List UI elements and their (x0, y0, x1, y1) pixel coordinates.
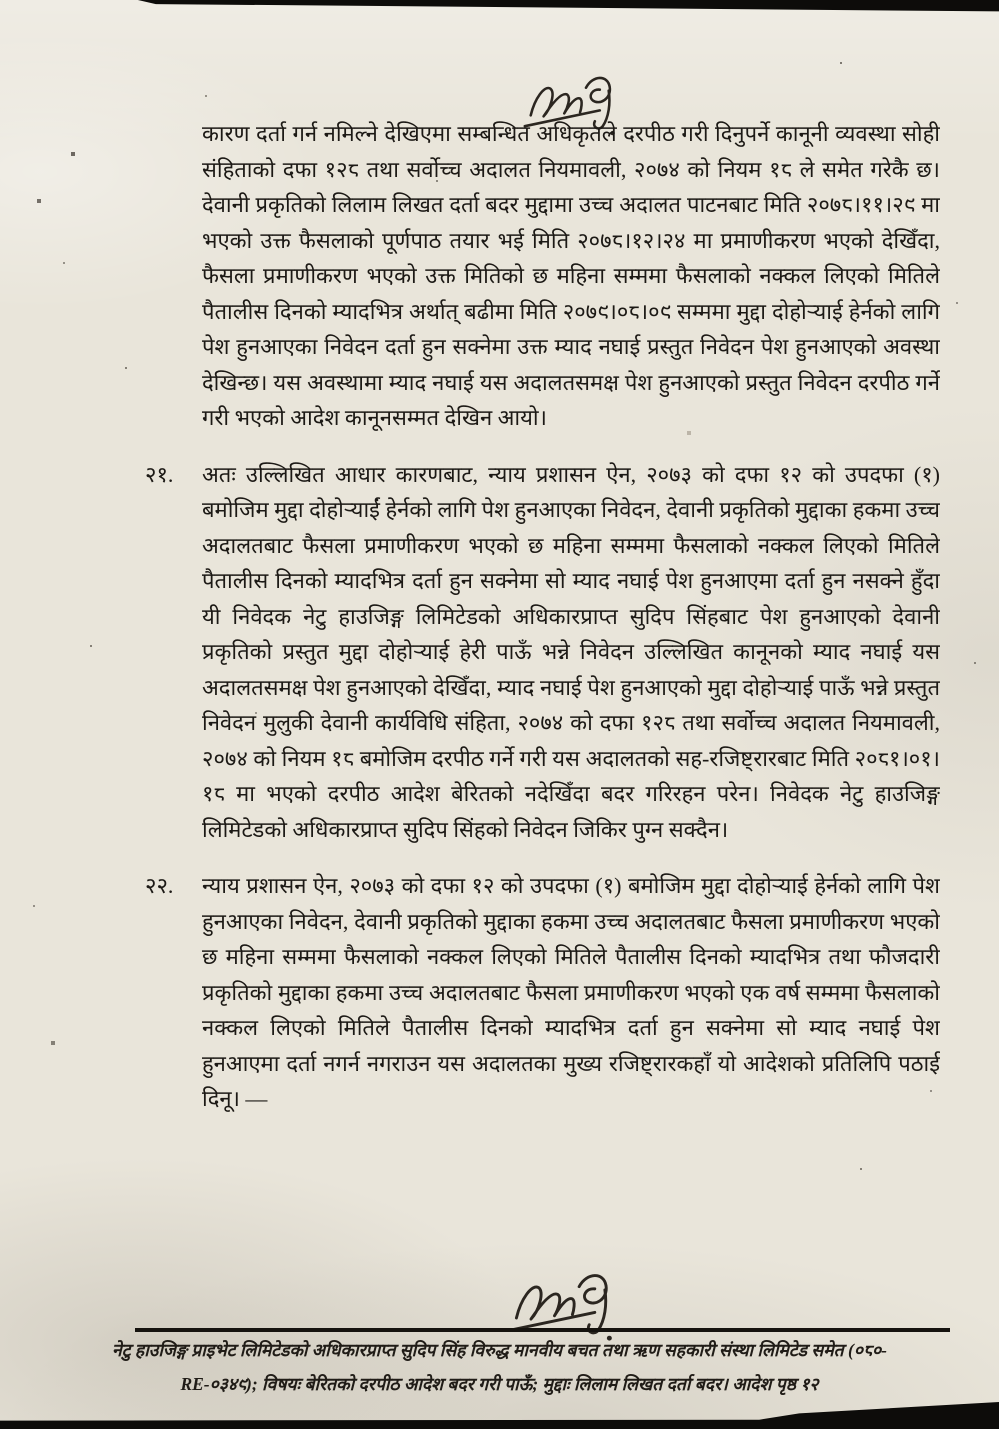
paragraph-21-number: २१. (145, 461, 174, 487)
continuation-paragraph: कारण दर्ता गर्न नमिल्ने देखिएमा सम्बन्धित अधिकृतले दरपीठ गरी दिनुपर्ने कानूनी व्यवस्था सोही संहिताको दफा १२८ तथा सर्वोच्च अदालत नियमावली, २०७४ को नियम १८ ले समेत गरेकै छ। देवानी प्रकृतिको लिलाम लिखत दर्ता बदर मुद्दामा उच्च अदालत पाटनबाट मिति २०७८।११।२९ मा भएको उक्त फैसलाको पूर्णपाठ तयार भई मिति २०७८।१२।२४ मा प्रमाणीकरण भएको देखिँदा, फैसला प्रमाणीकरण भएको उक्त मितिको छ महिना सम्ममा फैसलाको नक्कल लिएको मितिले पैतालीस दिनको म्यादभित्र अर्थात् बढीमा मिति २०७९।०८।०९ सम्ममा मुद्दा दोहोऱ्याई हेर्नको लागि पेश हुनआएका निवेदन दर्ता हुन सक्नेमा उक्त म्याद नघाई प्रस्तुत निवेदन पेश हुनआएको अवस्था देखिन्छ। यस अवस्थामा म्याद नघाई यस अदालतसमक्ष पेश हुनआएको प्रस्तुत निवेदन दरपीठ गर्ने गरी भएको आदेश कानूनसम्मत देखिन आयो। (202, 121, 940, 430)
footer-case-title-line: नेटु हाउजिङ्ग प्राइभेट लिमिटेडको अधिकारप्राप्त सुदिप सिंह विरुद्ध मानवीय बचत तथा ऋण सहकारी संस्था लिमिटेड समेत (०८०- (112, 1339, 887, 1360)
footer-subject-page-line: RE-०३४९); विषयः बेरितको दरपीठ आदेश बदर गरी पाऊँ; मुद्दाः लिलाम लिखत दर्ता बदर। आदेश पृष्ठ १२ (180, 1373, 819, 1394)
scanner-edge-top (0, 0, 999, 12)
scan-noise-speckles (0, 0, 2, 2)
paragraph-22-text: न्याय प्रशासन ऐन, २०७३ को दफा १२ को उपदफा (१) बमोजिम मुद्दा दोहोऱ्याई हेर्नको लागि पेश हुनआएका निवेदन, देवानी प्रकृतिको मुद्दाका हकमा उच्च अदालतबाट फैसला प्रमाणीकरण भएको छ महिना सम्ममा फैसलाको नक्कल लिएको मितिले पैतालीस दिनको म्यादभित्र तथा फौजदारी प्रकृतिको मुद्दाका हकमा उच्च अदालतबाट फैसला प्रमाणीकरण भएको एक वर्ष सम्ममा फैसलाको नक्कल लिएको मितिले पैतालीस दिनको म्यादभित्र दर्ता हुन सक्नेमा सो म्याद नघाई पेश हुनआएमा दर्ता नगर्न नगराउन यस अदालतका मुख्य रजिष्ट्रारकहाँ यो आदेशको प्रतिलिपि पठाई दिनू। — (202, 873, 940, 1111)
paragraph-21-text: अतः उल्लिखित आधार कारणबाट, न्याय प्रशासन ऐन, २०७३ को दफा १२ को उपदफा (१) बमोजिम मुद्दा दोहोऱ्याईं हेर्नको लागि पेश हुनआएका निवेदन, देवानी प्रकृतिको मुद्दाका हकमा उच्च अदालतबाट फैसला प्रमाणीकरण भएको छ महिना सम्ममा फैसलाको नक्कल लिएको मितिले पैतालीस दिनको म्यादभित्र दर्ता हुन सक्नेमा सो म्याद नघाई पेश हुनआएमा दर्ता हुन नसक्ने हुँदा यी निवेदक नेटु हाउजिङ्ग लिमिटेडको अधिकारप्राप्त सुदिप सिंहबाट पेश हुनआएको देवानी प्रकृतिको प्रस्तुत मुद्दा दोहोऱ्याई हेरी पाऊँ भन्ने निवेदन उल्लिखित कानूनको म्याद नघाई यस अदालतसमक्ष पेश हुनआएको देखिँदा, म्याद नघाई पेश हुनआएको मुद्दा दोहोऱ्याई पाऊँ भन्ने प्रस्तुत निवेदन मुलुकी देवानी कार्यविधि संहिता, २०७४ को दफा १२८ तथा सर्वोच्च अदालत नियमावली, २०७४ को नियम १८ बमोजिम दरपीठ गर्ने गरी यस अदालतको सह-रजिष्ट्रारबाट मिति २०८१।०१।१८ मा भएको दरपीठ आदेश बेरितको नदेखिँदा बदर गरिरहन परेन। निवेदक नेटु हाउजिङ्ग लिमिटेडको अधिकारप्राप्त सुदिप सिंहको निवेदन जिकिर पुग्न सक्दैन। (202, 461, 940, 842)
footer-caption (0, 1328, 999, 1400)
paragraph-21 (145, 457, 940, 848)
paragraph-22-number: २२. (145, 873, 174, 898)
scanner-edge-bottom (0, 1399, 999, 1429)
paragraph-22 (145, 868, 940, 1117)
order-body-text (145, 116, 940, 1117)
